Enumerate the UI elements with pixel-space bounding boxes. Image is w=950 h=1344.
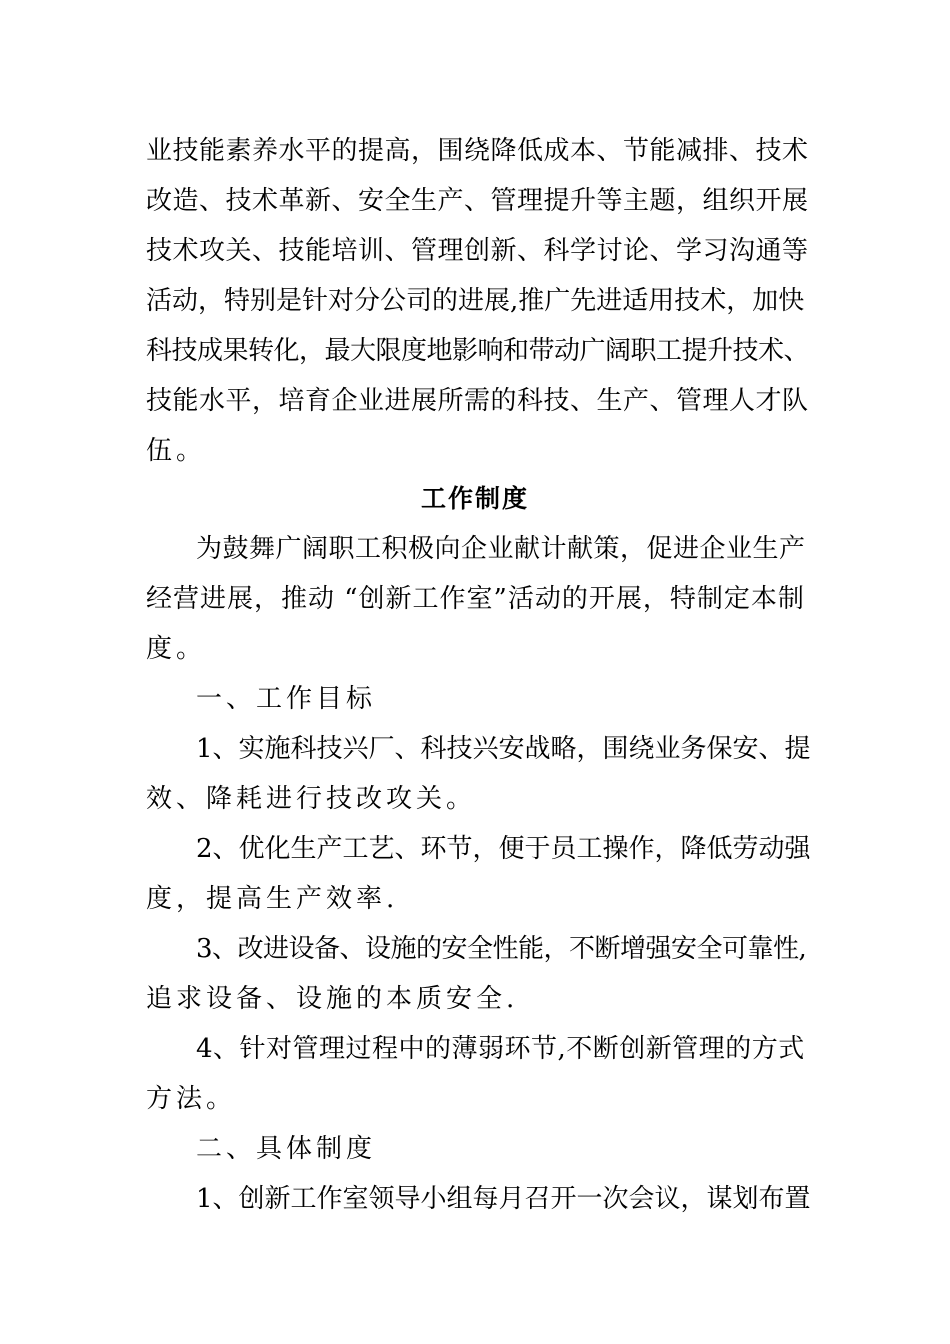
- goal-item-2: 2、优化生产工艺、环节，便于员工操作，降低劳动强: [196, 834, 811, 864]
- intro-line: 改造、技术革新、安全生产、管理提升等主题，组织开展: [146, 186, 809, 216]
- purpose-line: 度。: [146, 634, 207, 664]
- intro-line: 业技能素养水平的提高，围绕降低成本、节能减排、技术: [146, 136, 809, 166]
- goal-item-4: 4、针对管理过程中的薄弱环节,不断创新管理的方式: [196, 1034, 805, 1064]
- intro-line: 技能水平，培育企业进展所需的科技、生产、管理人才队: [146, 386, 809, 416]
- goal-item-1: 1、实施科技兴厂、科技兴安战略，围绕业务保安、提: [196, 734, 811, 764]
- purpose-line: 经营进展，推动 “创新工作室”活动的开展，特制定本制: [146, 584, 805, 614]
- intro-line: 科技成果转化，最大限度地影响和带动广阔职工提升技术、: [146, 336, 810, 366]
- goal-item-2-cont: 度，提高生产效率.: [146, 884, 399, 914]
- intro-line: 技术攻关、技能培训、管理创新、科学讨论、学习沟通等: [146, 236, 809, 266]
- section-title: 工作制度: [420, 484, 529, 513]
- purpose-line: 为鼓舞广阔职工积极向企业献计献策，促进企业生产: [196, 534, 806, 564]
- rule-item-1: 1、创新工作室领导小组每月召开一次会议，谋划布置: [196, 1184, 811, 1214]
- goal-item-3: 3、改进设备、设施的安全性能，不断增强安全可靠性,: [196, 934, 807, 964]
- goal-item-1-cont: 效、降耗进行技改攻关。: [146, 784, 477, 814]
- intro-line: 伍。: [146, 436, 207, 466]
- goal-item-4-cont: 方法。: [146, 1084, 237, 1114]
- goal-item-3-cont: 追求设备、设施的本质安全.: [146, 984, 519, 1014]
- part1-heading: 一、工作目标: [196, 684, 377, 714]
- intro-line: 活动，特别是针对分公司的进展,推广先进适用技术，加快: [146, 286, 805, 316]
- part2-heading: 二、具体制度: [196, 1134, 377, 1164]
